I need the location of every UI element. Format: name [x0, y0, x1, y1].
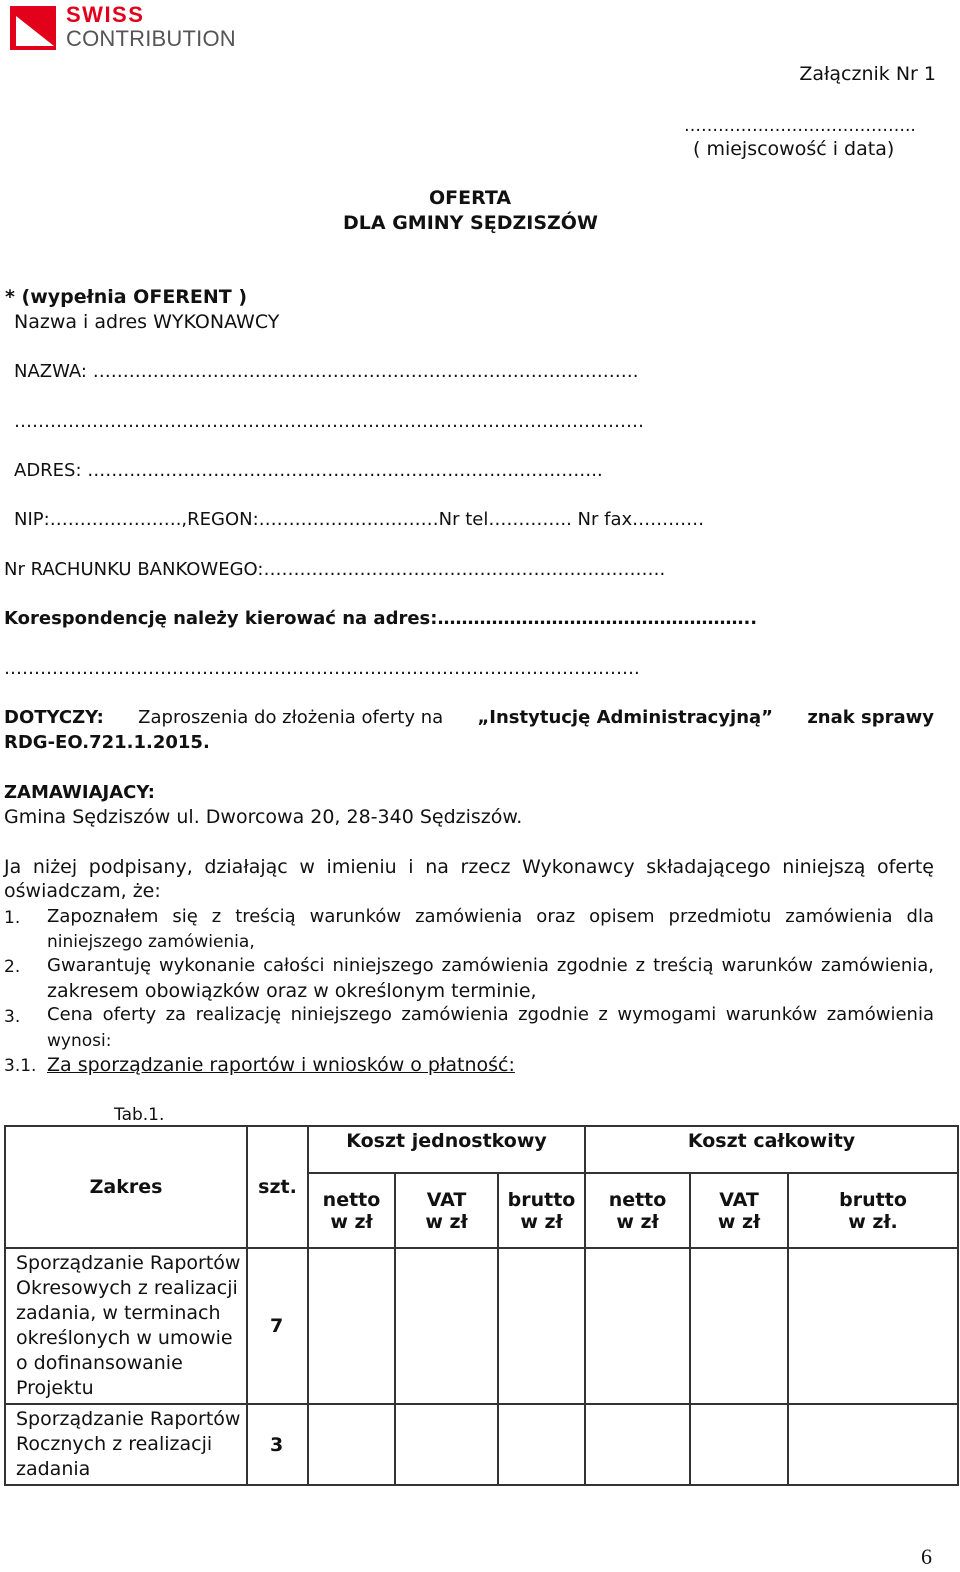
- offer-table: [4, 1125, 959, 1486]
- row-2-total-brutto[interactable]: [788, 1404, 958, 1485]
- item-1-text-cont: niniejszego zamówienia,: [47, 932, 255, 952]
- regarding-label: DOTYCZY:: [4, 707, 104, 728]
- annex-label: Załącznik Nr 1: [799, 63, 936, 85]
- contractor-heading: Nazwa i adres WYKONAWCY: [14, 311, 280, 333]
- correspondence-field: Korespondencję należy kierować na adres:……………………………………………..: [4, 608, 758, 629]
- name-field-continuation: ……………………………………………………………………………………………: [14, 411, 644, 432]
- item-3-number: 3.: [4, 1007, 21, 1027]
- row-2-qty: 3: [247, 1404, 308, 1485]
- place-date-dots: …………………………………..: [684, 116, 916, 136]
- item-2-text: Gwarantuję wykonanie całości niniejszego zamówienia zgodnie z treścią warunków zamówienia,: [47, 955, 934, 976]
- item-3-text: Cena oferty za realizację niniejszego zamówienia zgodnie z wymogami warunków zamówienia: [47, 1004, 934, 1025]
- bank-account-field: Nr RACHUNKU BANKOWEGO:………………………………………………………….: [4, 559, 666, 580]
- item-1-number: 1.: [4, 908, 21, 928]
- declaration-line2: oświadczam, że:: [4, 880, 161, 902]
- item-2-text-cont: zakresem obowiązków oraz w określonym terminie,: [47, 980, 537, 1002]
- subitem-text: Za sporządzanie raportów i wniosków o płatność:: [47, 1054, 515, 1076]
- subheader-unit-netto: netto w zł: [308, 1173, 395, 1248]
- name-field: NAZWA: ……………………………………………………………………………….: [14, 361, 639, 382]
- row-1-total-netto[interactable]: [585, 1248, 690, 1404]
- row-1-total-vat[interactable]: [690, 1248, 788, 1404]
- row-1-qty: 7: [247, 1248, 308, 1404]
- subheader-total-vat: VAT w zł: [690, 1173, 788, 1248]
- row-1-unit-netto[interactable]: [308, 1248, 395, 1404]
- regarding-subject: „Instytucję Administracyjną”: [477, 707, 774, 728]
- logo-text-contribution: CONTRIBUTION: [66, 26, 236, 51]
- address-field: ADRES: …………………………………………………………………………..: [14, 460, 603, 481]
- table-row: [5, 1248, 958, 1404]
- row-1-unit-vat[interactable]: [395, 1248, 498, 1404]
- subheader-total-netto: netto w zł: [585, 1173, 690, 1248]
- table-row: [5, 1404, 958, 1485]
- row-2-total-vat[interactable]: [690, 1404, 788, 1485]
- row-2-total-netto[interactable]: [585, 1404, 690, 1485]
- header-zakres: Zakres: [5, 1126, 247, 1248]
- item-1-text: Zapoznałem się z treścią warunków zamówienia oraz opisem przedmiotu zamówienia dla: [47, 906, 934, 927]
- item-3-text-cont: wynosi:: [47, 1031, 112, 1051]
- header-total-cost: Koszt całkowity: [585, 1126, 958, 1173]
- subheader-unit-vat: VAT w zł: [395, 1173, 498, 1248]
- nip-regon-field: NIP:………………….,REGON:…………………………Nr tel………….. Nr fax…………: [14, 509, 705, 530]
- title-gmina: DLA GMINY SĘDZISZÓW: [343, 212, 598, 234]
- item-2-number: 2.: [4, 957, 21, 977]
- row-2-unit-brutto[interactable]: [498, 1404, 585, 1485]
- subheader-unit-brutto: brutto w zł: [498, 1173, 585, 1248]
- row-2-zakres: Sporządzanie Raportów Rocznych z realizacji zadania: [5, 1404, 247, 1485]
- subitem-number: 3.1.: [4, 1056, 37, 1076]
- orderer-address: Gmina Sędziszów ul. Dworcowa 20, 28-340 Sędziszów.: [4, 806, 523, 828]
- row-1-unit-brutto[interactable]: [498, 1248, 585, 1404]
- regarding-text: Zaproszenia do złożenia oferty na: [138, 707, 444, 728]
- row-2-unit-vat[interactable]: [395, 1404, 498, 1485]
- page-number: 6: [921, 1544, 932, 1569]
- correspondence-continuation: …………………………………………………………………………………………….: [4, 658, 640, 679]
- logo-text-swiss: SWISS: [66, 2, 145, 27]
- table-caption: Tab.1.: [114, 1105, 165, 1125]
- fill-note: * (wypełnia OFERENT ): [5, 286, 248, 308]
- place-date-label: ( miejscowość i data): [693, 138, 895, 160]
- regarding-line: [4, 707, 934, 728]
- regarding-case-label: znak sprawy: [807, 707, 934, 728]
- subheader-total-brutto: brutto w zł.: [788, 1173, 958, 1248]
- header-unit-cost: Koszt jednostkowy: [308, 1126, 585, 1173]
- declaration-line1: Ja niżej podpisany, działając w imieniu i na rzecz Wykonawcy składającego niniejszą ofertę: [4, 856, 934, 878]
- title-oferta: OFERTA: [429, 187, 512, 209]
- case-number: RDG-EO.721.1.2015.: [4, 732, 210, 753]
- logo-mark: [10, 6, 56, 50]
- orderer-label: ZAMAWIAJACY:: [4, 782, 156, 803]
- row-1-total-brutto[interactable]: [788, 1248, 958, 1404]
- row-1-zakres: Sporządzanie Raportów Okresowych z realizacji zadania, w terminach określonych w umowie o dofinansowanie Projektu: [5, 1248, 247, 1404]
- row-2-unit-netto[interactable]: [308, 1404, 395, 1485]
- header-szt: szt.: [247, 1126, 308, 1248]
